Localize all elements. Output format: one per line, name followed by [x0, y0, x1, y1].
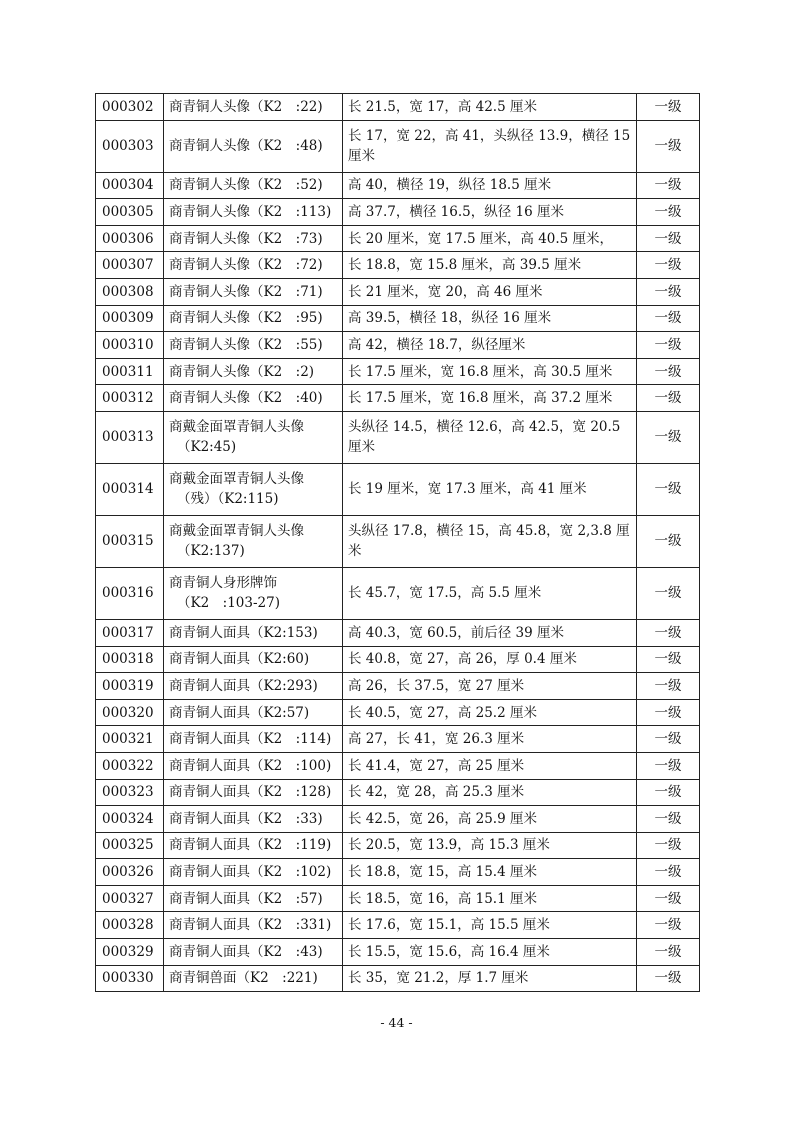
artifact-size-cell: 高 26，长 37.5，宽 27 厘米 [343, 673, 637, 700]
artifact-id-cell: 000320 [96, 699, 164, 726]
artifact-id-cell: 000322 [96, 752, 164, 779]
artifact-name-line: 商青铜人面具（K2 :43) [169, 943, 323, 960]
artifact-grade-cell: 一级 [637, 94, 700, 121]
artifact-size-cell: 长 40.5，宽 27，高 25.2 厘米 [343, 699, 637, 726]
artifact-grade-cell: 一级 [637, 252, 700, 279]
artifact-name-line: 商青铜人头像（K2 :72) [169, 257, 323, 274]
artifact-name-cell [164, 172, 343, 199]
artifact-name-line: 商青铜人面具（K2 :128) [169, 784, 332, 801]
artifact-name-line: 商青铜人头像（K2 :73) [169, 230, 323, 247]
table-row [96, 199, 700, 226]
artifact-id-cell: 000323 [96, 779, 164, 806]
artifact-size-cell: 长 21 厘米，宽 20，高 46 厘米 [343, 278, 637, 305]
artifact-id-cell: 000325 [96, 832, 164, 859]
artifact-name-line: 商青铜人面具（K2:57) [169, 704, 310, 721]
artifact-name-line: 商青铜人头像（K2 :52) [169, 177, 323, 194]
artifact-name-cell [164, 567, 343, 619]
artifact-grade-cell: 一级 [637, 965, 700, 992]
table-row [96, 172, 700, 199]
artifact-grade-cell: 一级 [637, 832, 700, 859]
artifact-grade-cell: 一级 [637, 199, 700, 226]
artifact-name-line: 商青铜人面具（K2 :331) [169, 917, 332, 934]
artifact-size-cell: 长 19 厘米，宽 17.3 厘米，高 41 厘米 [343, 463, 637, 515]
artifact-id-cell: 000305 [96, 199, 164, 226]
artifact-id-cell: 000321 [96, 726, 164, 753]
artifact-grade-cell: 一级 [637, 278, 700, 305]
artifact-name-line: 商戴金面罩青铜人头像 [169, 523, 304, 540]
artifact-id-cell: 000324 [96, 806, 164, 833]
table-row [96, 832, 700, 859]
artifact-id-cell: 000308 [96, 278, 164, 305]
artifact-id-cell: 000306 [96, 225, 164, 252]
artifact-name-line: 商戴金面罩青铜人头像 [169, 471, 304, 488]
table-row [96, 726, 700, 753]
artifact-id-cell: 000316 [96, 567, 164, 619]
artifact-id-cell: 000309 [96, 305, 164, 332]
artifact-grade-cell: 一级 [637, 567, 700, 619]
artifact-name-cell [164, 278, 343, 305]
artifact-grade-cell: 一级 [637, 806, 700, 833]
artifact-name-line: （残）（K2:115) [177, 491, 279, 508]
artifact-id-cell: 000303 [96, 120, 164, 172]
page-number: - 44 - [380, 1015, 413, 1030]
artifact-name-cell [164, 726, 343, 753]
artifact-size-cell: 头纵径 17.8，横径 15，高 45.8，宽 2,3.8 厘米 [343, 515, 637, 567]
artifact-name-line: 商青铜人头像（K2 :48) [169, 138, 323, 155]
artifact-grade-cell: 一级 [637, 619, 700, 646]
artifact-name-cell [164, 912, 343, 939]
artifact-name-cell [164, 199, 343, 226]
table-row [96, 699, 700, 726]
artifact-grade-cell: 一级 [637, 912, 700, 939]
artifact-grade-cell: 一级 [637, 358, 700, 385]
artifact-size-cell: 高 40，横径 19，纵径 18.5 厘米 [343, 172, 637, 199]
artifact-name-cell [164, 859, 343, 886]
artifact-size-cell: 长 17.5 厘米，宽 16.8 厘米，高 37.2 厘米 [343, 385, 637, 412]
artifact-size-cell: 头纵径 14.5，横径 12.6，高 42.5，宽 20.5 厘米 [343, 411, 637, 463]
artifact-name-line: 商青铜人头像（K2 :2) [169, 363, 315, 380]
artifact-name-line: 商青铜人头像（K2 :113) [169, 203, 332, 220]
table-row [96, 225, 700, 252]
artifact-size-cell: 长 18.5，宽 16，高 15.1 厘米 [343, 885, 637, 912]
artifact-grade-cell: 一级 [637, 120, 700, 172]
artifact-size-cell: 长 41.4，宽 27，高 25 厘米 [343, 752, 637, 779]
artifact-size-cell: 长 42，宽 28，高 25.3 厘米 [343, 779, 637, 806]
artifact-grade-cell: 一级 [637, 726, 700, 753]
table-row [96, 912, 700, 939]
artifact-id-cell: 000304 [96, 172, 164, 199]
artifact-name-cell [164, 120, 343, 172]
artifact-name-cell [164, 832, 343, 859]
table-row [96, 806, 700, 833]
artifact-size-cell: 高 40.3，宽 60.5，前后径 39 厘米 [343, 619, 637, 646]
table-row [96, 252, 700, 279]
artifact-grade-cell: 一级 [637, 411, 700, 463]
artifact-name-line: 商青铜人面具（K2:293) [169, 677, 318, 694]
artifact-id-cell: 000319 [96, 673, 164, 700]
artifact-name-line: 商青铜人头像（K2 :55) [169, 336, 323, 353]
artifact-name-line: 商青铜人面具（K2 :57) [169, 890, 323, 907]
artifact-grade-cell: 一级 [637, 939, 700, 966]
table-row [96, 779, 700, 806]
artifact-name-cell [164, 939, 343, 966]
artifact-id-cell: 000312 [96, 385, 164, 412]
artifact-id-cell: 000302 [96, 94, 164, 121]
artifact-grade-cell: 一级 [637, 859, 700, 886]
artifact-name-cell [164, 411, 343, 463]
artifact-name-cell [164, 358, 343, 385]
artifact-grade-cell: 一级 [637, 385, 700, 412]
artifact-grade-cell: 一级 [637, 225, 700, 252]
table-row [96, 965, 700, 992]
artifact-name-cell [164, 94, 343, 121]
table-row [96, 939, 700, 966]
artifact-name-line: 商青铜人面具（K2:153) [169, 624, 318, 641]
artifact-size-cell: 高 42，横径 18.7，纵径厘米 [343, 332, 637, 359]
artifact-name-line: 商青铜人面具（K2 :114) [169, 731, 332, 748]
artifact-name-line: 商戴金面罩青铜人头像 [169, 419, 304, 436]
table-row [96, 885, 700, 912]
artifact-name-cell [164, 305, 343, 332]
artifact-name-cell [164, 515, 343, 567]
table-row [96, 305, 700, 332]
artifact-name-line: 商青铜人面具（K2 :100) [169, 757, 332, 774]
artifact-name-line: 商青铜人面具（K2 :119) [169, 837, 332, 854]
table-row [96, 411, 700, 463]
artifact-grade-cell: 一级 [637, 885, 700, 912]
artifact-name-line: （K2:45) [177, 439, 237, 456]
table-row [96, 646, 700, 673]
artifact-name-cell [164, 673, 343, 700]
table-row [96, 619, 700, 646]
artifact-id-cell: 000314 [96, 463, 164, 515]
artifact-grade-cell: 一级 [637, 699, 700, 726]
artifact-name-cell [164, 885, 343, 912]
table-row [96, 515, 700, 567]
artifact-name-cell [164, 619, 343, 646]
table-row [96, 278, 700, 305]
artifact-size-cell: 长 18.8，宽 15.8 厘米，高 39.5 厘米 [343, 252, 637, 279]
artifact-name-line: 商青铜人面具（K2 :102) [169, 864, 332, 881]
artifact-grade-cell: 一级 [637, 332, 700, 359]
artifact-id-cell: 000310 [96, 332, 164, 359]
artifact-table-body [96, 94, 700, 992]
artifact-name-cell [164, 385, 343, 412]
artifact-name-line: 商青铜人头像（K2 :22) [169, 98, 323, 115]
artifact-name-line: 商青铜人头像（K2 :71) [169, 283, 323, 300]
table-row [96, 859, 700, 886]
artifact-name-cell [164, 965, 343, 992]
artifact-name-cell [164, 779, 343, 806]
artifact-name-line: 商青铜人身形牌饰 [169, 575, 277, 592]
artifact-id-cell: 000313 [96, 411, 164, 463]
artifact-grade-cell: 一级 [637, 463, 700, 515]
table-row [96, 332, 700, 359]
artifact-name-cell [164, 699, 343, 726]
table-row [96, 673, 700, 700]
artifact-name-line: 商青铜人头像（K2 :95) [169, 310, 323, 327]
artifact-grade-cell: 一级 [637, 172, 700, 199]
table-row [96, 94, 700, 121]
table-row [96, 567, 700, 619]
artifact-size-cell: 长 42.5，宽 26，高 25.9 厘米 [343, 806, 637, 833]
artifact-name-cell [164, 752, 343, 779]
artifact-id-cell: 000318 [96, 646, 164, 673]
table-row [96, 752, 700, 779]
artifact-size-cell: 长 17.6，宽 15.1，高 15.5 厘米 [343, 912, 637, 939]
artifact-grade-cell: 一级 [637, 673, 700, 700]
artifact-id-cell: 000326 [96, 859, 164, 886]
artifact-size-cell: 长 17.5 厘米，宽 16.8 厘米，高 30.5 厘米 [343, 358, 637, 385]
artifact-id-cell: 000328 [96, 912, 164, 939]
artifact-id-cell: 000315 [96, 515, 164, 567]
artifact-name-cell [164, 252, 343, 279]
artifact-name-cell [164, 806, 343, 833]
artifact-id-cell: 000329 [96, 939, 164, 966]
artifact-id-cell: 000330 [96, 965, 164, 992]
artifact-name-line: （K2 :103-27) [177, 595, 280, 612]
artifact-size-cell: 高 27，长 41，宽 26.3 厘米 [343, 726, 637, 753]
artifact-size-cell: 长 20.5，宽 13.9，高 15.3 厘米 [343, 832, 637, 859]
artifact-size-cell: 长 18.8，宽 15，高 15.4 厘米 [343, 859, 637, 886]
artifact-name-line: 商青铜兽面（K2 :221) [169, 970, 318, 987]
artifact-size-cell: 长 17，宽 22，高 41，头纵径 13.9，横径 15 厘米 [343, 120, 637, 172]
artifact-size-cell: 高 39.5，横径 18，纵径 16 厘米 [343, 305, 637, 332]
artifact-name-line: 商青铜人面具（K2:60) [169, 651, 310, 668]
artifact-name-cell [164, 646, 343, 673]
artifact-grade-cell: 一级 [637, 646, 700, 673]
artifact-id-cell: 000317 [96, 619, 164, 646]
artifact-id-cell: 000327 [96, 885, 164, 912]
artifact-name-line: （K2:137) [177, 543, 245, 560]
table-row [96, 463, 700, 515]
artifact-table [95, 93, 700, 992]
artifact-name-line: 商青铜人头像（K2 :40) [169, 390, 323, 407]
artifact-grade-cell: 一级 [637, 305, 700, 332]
artifact-size-cell: 长 45.7，宽 17.5，高 5.5 厘米 [343, 567, 637, 619]
artifact-name-line: 商青铜人面具（K2 :33) [169, 810, 323, 827]
table-row [96, 385, 700, 412]
artifact-size-cell: 长 15.5，宽 15.6，高 16.4 厘米 [343, 939, 637, 966]
artifact-name-cell [164, 225, 343, 252]
artifact-id-cell: 000307 [96, 252, 164, 279]
artifact-grade-cell: 一级 [637, 779, 700, 806]
artifact-grade-cell: 一级 [637, 752, 700, 779]
table-row [96, 358, 700, 385]
artifact-size-cell: 长 21.5，宽 17，高 42.5 厘米 [343, 94, 637, 121]
artifact-grade-cell: 一级 [637, 515, 700, 567]
artifact-size-cell: 高 37.7，横径 16.5，纵径 16 厘米 [343, 199, 637, 226]
artifact-name-cell [164, 463, 343, 515]
artifact-size-cell: 长 20 厘米，宽 17.5 厘米，高 40.5 厘米， [343, 225, 637, 252]
artifact-name-cell [164, 332, 343, 359]
table-row [96, 120, 700, 172]
artifact-id-cell: 000311 [96, 358, 164, 385]
artifact-size-cell: 长 40.8，宽 27，高 26，厚 0.4 厘米 [343, 646, 637, 673]
artifact-size-cell: 长 35，宽 21.2，厚 1.7 厘米 [343, 965, 637, 992]
